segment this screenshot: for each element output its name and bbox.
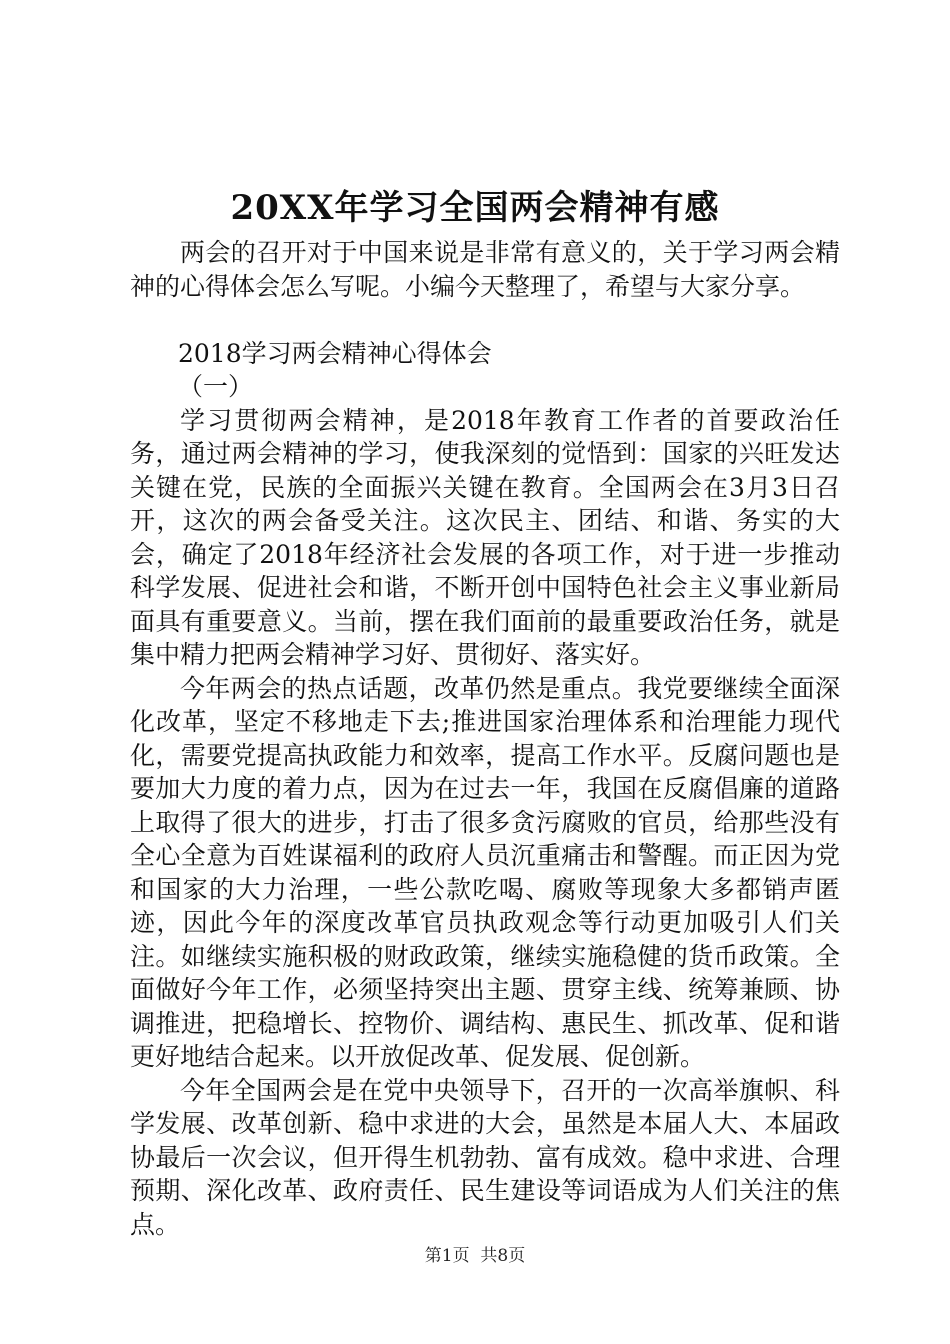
blank-line: [130, 303, 840, 337]
footer-spacer: [470, 1246, 481, 1266]
document-title: 20XX年学习全国两会精神有感: [230, 188, 720, 228]
section-index: （一）: [178, 372, 254, 401]
body-paragraph-2: 今年两会的热点话题，改革仍然是重点。我党要继续全面深化改革，坚定不移地走下去;推进国家治理体系和治理能力现代化，需要党提高执政能力和效率，提高工作水平。反腐问题也是要加大力度的着力点，因为在过去一年，我国在反腐倡廉的道路上取得了很大的进步，打击了很多贪污腐败的官员，给那些没有全心全意为百姓谋福利的政府人员沉重痛击和警醒。而正因为党和国家的大力治理，一些公款吃喝、腐败等现象大多都销声匿迹，因此今年的深度改革官员执政观念等行动更加吸引人们关注。如继续实施积极的财政政策，继续实施稳健的货币政策。全面做好今年工作，必须坚持突出主题、贯穿主线、统筹兼顾、协调推进，把稳增长、控物价、调结构、惠民生、抓改革、促和谐更好地结合起来。以开放促改革、促发展、促创新。: [130, 673, 840, 1071]
document-body: [130, 236, 840, 1241]
page-number: 第1页: [424, 1246, 470, 1266]
intro-paragraph: 两会的召开对于中国来说是非常有意义的，关于学习两会精神的心得体会怎么写呢。小编今天整理了，希望与大家分享。: [130, 238, 840, 301]
body-paragraph-3: 今年全国两会是在党中央领导下，召开的一次高举旗帜、科学发展、改革创新、稳中求进的大会，虽然是本届人大、本届政协最后一次会议，但开得生机勃勃、富有成效。稳中求进、合理预期、深化改革、政府责任、民生建设等词语成为人们关注的焦点。: [130, 1075, 840, 1239]
section-heading: 2018学习两会精神心得体会: [178, 338, 492, 368]
body-paragraph-1: 学习贯彻两会精神，是2018年教育工作者的首要政治任务，通过两会精神的学习，使我深刻的觉悟到：国家的兴旺发达关键在党，民族的全面振兴关键在教育。全国两会在3月3日召开，这次的两会备受关注。这次民主、团结、和谐、务实的大会，确定了2018年经济社会发展的各项工作，对于进一步推动科学发展、促进社会和谐，不断开创中国特色社会主义事业新局面具有重要意义。当前，摆在我们面前的最重要政治任务，就是集中精力把两会精神学习好、贯彻好、落实好。: [130, 405, 840, 669]
page-footer: [0, 1244, 950, 1268]
page-total: 共8页: [480, 1246, 526, 1266]
